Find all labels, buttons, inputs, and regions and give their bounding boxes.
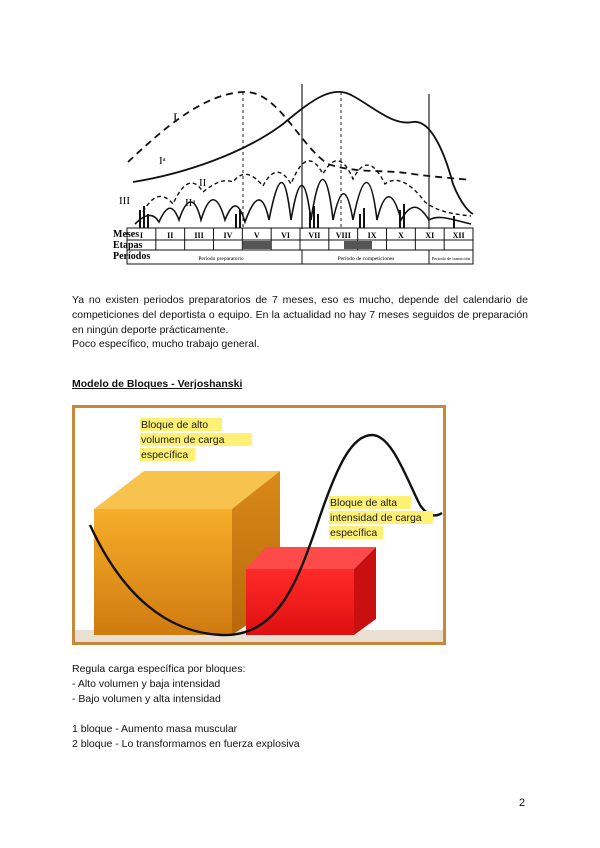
block1-label-line1: Bloque de alto bbox=[141, 419, 209, 431]
month-label: XI bbox=[425, 231, 435, 240]
stage-hatch-2 bbox=[344, 241, 372, 249]
body-text bbox=[72, 662, 300, 752]
curve-label-Ia: Iᵃ bbox=[159, 155, 166, 167]
block2-label-line1: Bloque de alta bbox=[330, 497, 398, 509]
periodization-figure bbox=[113, 74, 475, 268]
list-item: - Bajo volumen y alta intensidad bbox=[72, 693, 221, 705]
block2-front bbox=[246, 569, 354, 635]
intro-line: Regula carga específica por bloques: bbox=[72, 663, 246, 675]
paragraph-line: Poco específico, mucho trabajo general. bbox=[72, 338, 260, 351]
paragraph bbox=[72, 293, 528, 352]
page-number: 2 bbox=[519, 797, 526, 809]
period-competiciones: Período de competiciones bbox=[337, 256, 395, 262]
row-label-periodos: Períodos bbox=[113, 251, 151, 262]
block1-label-line3: específica bbox=[141, 449, 189, 461]
month-label: VI bbox=[281, 231, 291, 240]
curve-label-IIa: IIᵃ bbox=[185, 197, 196, 209]
month-label: VIII bbox=[335, 231, 351, 240]
section-heading: Modelo de Bloques - Verjoshanski bbox=[72, 378, 243, 390]
period-transicion: Periodo de transición bbox=[431, 256, 471, 261]
block1-label-line2: volumen de carga bbox=[141, 434, 225, 446]
month-label: IV bbox=[223, 231, 233, 240]
curve-label-I: I bbox=[173, 110, 178, 125]
curve-label-III: III bbox=[119, 195, 130, 207]
month-label: II bbox=[167, 231, 174, 240]
curve-Ia bbox=[133, 92, 473, 214]
paragraph-line: Ya no existen periodos preparatorios de 7 meses, eso es mucho, depende del calendario de competiciones del deportista o equipo. En la actualidad no hay 7 meses seguidos de preparación en ningún deporte prácticamente. bbox=[72, 294, 528, 336]
month-label: IX bbox=[367, 231, 377, 240]
block2-label-line2: intensidad de carga bbox=[330, 512, 422, 524]
stage-hatch-1 bbox=[243, 241, 271, 249]
block-item: 1 bloque - Aumento masa muscular bbox=[72, 723, 238, 735]
month-label: III bbox=[194, 231, 204, 240]
row-label-etapas: Etapas bbox=[113, 240, 143, 251]
month-label: I bbox=[139, 231, 143, 240]
month-label: X bbox=[398, 231, 404, 240]
month-label: XII bbox=[452, 231, 465, 240]
block2-label-line3: específica bbox=[330, 527, 378, 539]
month-label: V bbox=[253, 231, 260, 240]
month-label: VII bbox=[308, 231, 321, 240]
block-model-figure bbox=[72, 405, 446, 645]
row-label-meses: Meses bbox=[113, 229, 140, 240]
curve-label-II: II bbox=[199, 177, 207, 189]
block-item: 2 bloque - Lo transformamos en fuerza explosiva bbox=[72, 738, 300, 750]
period-preparatorio: Período preparatorio bbox=[198, 256, 244, 262]
list-item: - Alto volumen y baja intensidad bbox=[72, 678, 221, 690]
block2-top bbox=[246, 547, 376, 569]
